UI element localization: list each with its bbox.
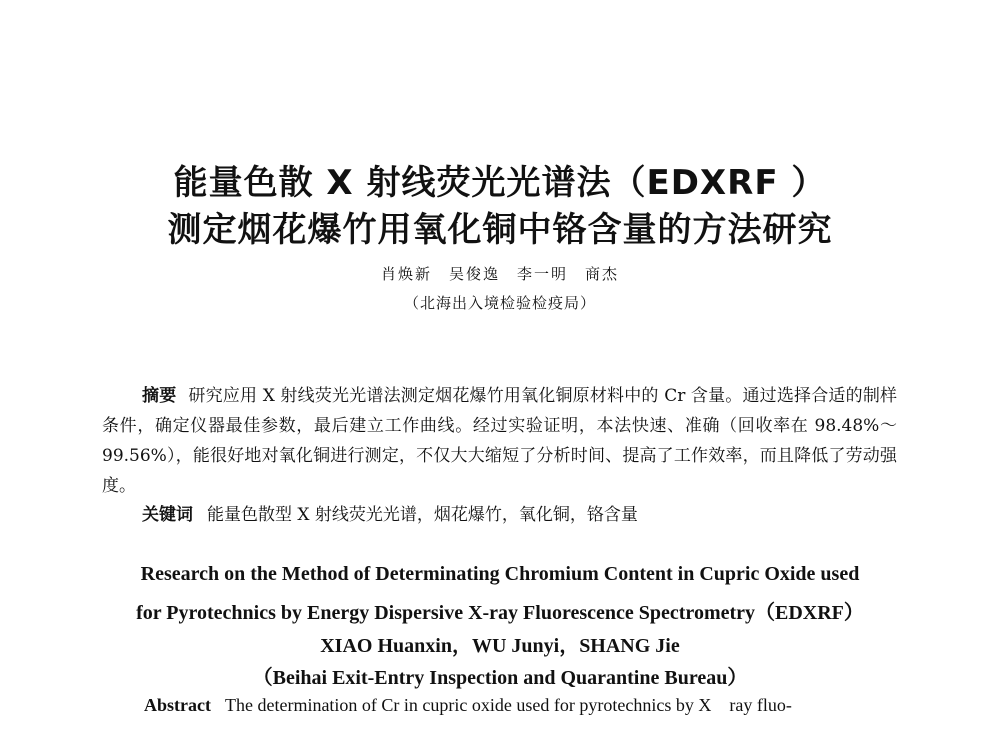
english-title-line-2: for Pyrotechnics by Energy Dispersive X-ray Fluorescence Spectrometry（EDXRF） [136,602,864,624]
abstract-en-label: Abstract [144,695,211,715]
abstract-cn-label: 摘要 [142,386,177,406]
keywords-cn-label: 关键词 [142,505,193,525]
title-line-2: 测定烟花爆竹用氧化铜中铬含量的方法研究 [167,210,833,250]
abstract-en-text: The determination of Cr in cupric oxide used for pyrotechnics by X ray fluo- [224,695,792,715]
english-authors: XIAO Huanxin，WU Junyi，SHANG Jie [320,635,680,657]
abstract-en [102,692,902,718]
authors: 肖焕新 吴俊逸 李一明 商杰 [380,265,619,283]
abstract-cn-text: 研究应用 X 射线荧光光谱法测定烟花爆竹用氧化铜原材料中的 Cr 含量。通过选择合适的制样条件，确定仪器最佳参数，最后建立工作曲线。经过实验证明，本法快速、准确（回收率在 98.48%～99.56%），能很好地对氧化铜进行测定，不仅大大缩短了分析时间、提高了工作效率，而且降低了劳动强度。 [102,386,898,496]
keywords-cn [142,500,897,530]
english-affiliation: （Beihai Exit-Entry Inspection and Quarantine Bureau） [252,667,748,689]
abstract-cn [102,381,897,501]
english-title-line-1: Research on the Method of Determinating Chromium Content in Cupric Oxide used [140,563,860,585]
keywords-cn-text: 能量色散型 X 射线荧光光谱，烟花爆竹，氧化铜，铬含量 [207,505,638,525]
title-line-1: 能量色散 X 射线荧光光谱法（EDXRF ） [173,163,827,203]
affiliation: （北海出入境检验检疫局） [403,294,596,312]
